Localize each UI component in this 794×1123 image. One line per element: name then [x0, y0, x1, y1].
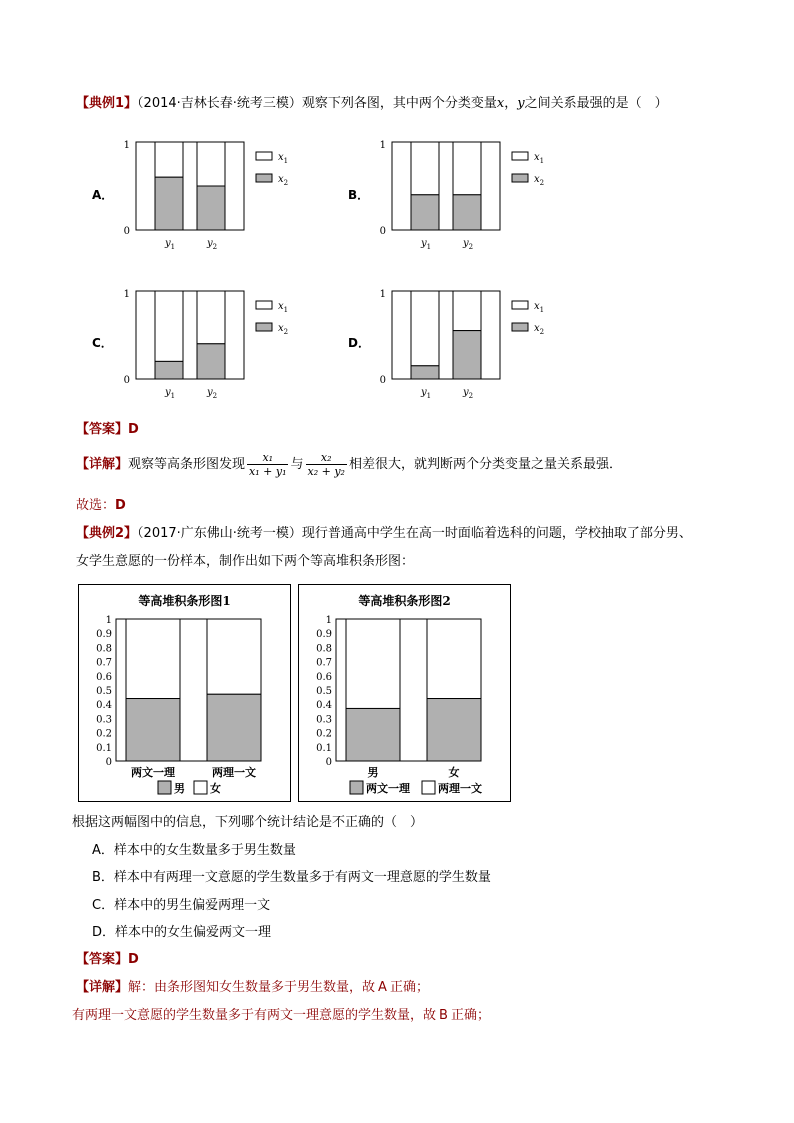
y-tick-label: 0.5: [316, 686, 332, 697]
bar-segment-两文一理: [346, 708, 400, 761]
legend-swatch-女: [194, 781, 207, 794]
y-tick-label: 1: [105, 615, 112, 626]
stacked-chart-2: [298, 584, 511, 802]
x-tick-label: $y_2$: [463, 387, 474, 399]
legend-label: 两文一理: [366, 782, 410, 795]
legend-label: $x_1$: [278, 152, 289, 165]
x-tick-label: $y_1$: [421, 387, 432, 399]
chart-option-c: [118, 279, 298, 399]
example1-tag: 【典例1】: [76, 96, 138, 111]
choice-c: C．样本中的男生偏爱两理一文: [92, 898, 271, 913]
legend-label: $x_2$: [534, 323, 545, 336]
y-tick-label: 0.8: [316, 643, 332, 655]
fraction-1: $\frac{\text{x₁}}{\text{x₁ + y₁}}$: [249, 451, 287, 478]
example1-detail: 【详解】观察等高条形图发现 $\frac{\text{x₁}}{\text{x₁ + y₁}}$ 与 $\frac{\text{x₂}}{\text{x₂ + y₂}}$ 相差很大，就判断两个分类变量之量关系最强．: [76, 451, 622, 478]
chart-title: 等高堆积条形图2: [358, 594, 451, 608]
bar-segment-男: [126, 699, 180, 761]
y-tick-label: 0.2: [96, 728, 112, 740]
y-tick-label: 0.3: [316, 714, 332, 726]
x-tick-label: 女: [448, 766, 460, 779]
y-tick-label: 0.4: [316, 700, 332, 712]
example2-detail-line1: 【详解】解：由条形图知女生数量多于男生数量，故 A 正确；: [76, 980, 429, 995]
y-tick-label: 1: [325, 615, 332, 626]
option-b-label: B．: [348, 188, 370, 202]
bar-lower-x2: [411, 195, 439, 230]
bar-lower-x2: [453, 331, 481, 379]
legend-swatch-男: [158, 781, 171, 794]
chart-option-a: [118, 130, 298, 250]
x-tick-label: $y_1$: [165, 387, 176, 399]
x-tick-label: $y_1$: [165, 238, 176, 250]
y-tick-label: 1: [379, 289, 386, 300]
bar-upper-x1: [197, 291, 225, 344]
example2-answer: 【答案】D: [76, 952, 139, 967]
legend-swatch-x1: [256, 152, 272, 160]
bar-upper-x1: [155, 142, 183, 177]
y-tick-label: 0.2: [316, 728, 332, 740]
bar-lower-x2: [197, 186, 225, 230]
legend-label: $x_2$: [534, 174, 545, 187]
y-tick-label: 1: [379, 140, 386, 151]
legend-label: $x_1$: [278, 301, 289, 314]
legend-label: $x_1$: [534, 152, 545, 165]
legend-swatch-x1: [512, 301, 528, 309]
y-tick-label: 0.3: [96, 714, 112, 726]
legend-label: 女: [210, 782, 221, 795]
chart-option-b: [374, 130, 554, 250]
bar-segment-两理一文: [346, 619, 400, 708]
y-tick-label: 0.7: [96, 657, 112, 669]
y-tick-label: 0.7: [316, 657, 332, 669]
chart-title: 等高堆积条形图1: [138, 594, 231, 608]
bar-lower-x2: [197, 344, 225, 379]
y-tick-label: 0: [123, 226, 130, 237]
y-tick-label: 0: [123, 375, 130, 386]
y-tick-label: 0: [325, 757, 332, 768]
legend-label: $x_2$: [278, 174, 289, 187]
y-tick-label: 0.9: [316, 629, 332, 641]
x-tick-label: $y_2$: [463, 238, 474, 250]
chart-frame: [392, 142, 500, 230]
choice-d: D．样本中的女生偏爱两文一理: [92, 925, 272, 940]
example2-tag: 【典例2】: [76, 526, 138, 541]
legend-swatch-x2: [512, 174, 528, 182]
bar-lower-x2: [453, 195, 481, 230]
x-tick-label: $y_2$: [207, 387, 218, 399]
x-tick-label: $y_2$: [207, 238, 218, 250]
y-tick-label: 0: [105, 757, 112, 768]
legend-swatch-两理一文: [422, 781, 435, 794]
bar-segment-两文一理: [427, 699, 481, 761]
bar-upper-x1: [453, 142, 481, 195]
chart-frame: [136, 291, 244, 379]
legend-swatch-x2: [512, 323, 528, 331]
legend-swatch-两文一理: [350, 781, 363, 794]
chart-frame: [136, 142, 244, 230]
y-tick-label: 0.1: [96, 742, 112, 754]
x-tick-label: 男: [367, 766, 379, 779]
bar-lower-x2: [155, 177, 183, 230]
example2-question: 根据这两幅图中的信息，下列哪个统计结论是不正确的（ ）: [72, 815, 424, 830]
bar-upper-x1: [155, 291, 183, 361]
y-tick-label: 0.6: [96, 671, 112, 683]
x-tick-label: 两理一文: [212, 766, 256, 779]
legend-swatch-x1: [512, 152, 528, 160]
option-d-label: D．: [348, 336, 370, 350]
x-tick-label: 两文一理: [131, 766, 175, 779]
bar-upper-x1: [453, 291, 481, 331]
bar-upper-x1: [197, 142, 225, 186]
bar-segment-男: [207, 694, 261, 761]
y-tick-label: 1: [123, 140, 130, 151]
x-tick-label: $y_1$: [421, 238, 432, 250]
bar-upper-x1: [411, 142, 439, 195]
example2-stem-line2: 女学生意愿的一份样本，制作出如下两个等高堆积条形图：: [76, 554, 415, 569]
y-tick-label: 0: [379, 375, 386, 386]
bar-upper-x1: [411, 291, 439, 366]
bar-lower-x2: [411, 366, 439, 379]
y-tick-label: 0.6: [316, 671, 332, 683]
y-tick-label: 0.8: [96, 643, 112, 655]
example1-answer: 【答案】D: [76, 422, 139, 437]
bar-segment-女: [126, 619, 180, 699]
stacked-chart-1: [78, 584, 291, 802]
y-tick-label: 0.4: [96, 700, 112, 712]
option-c-label: C．: [92, 336, 113, 350]
legend-label: 男: [174, 782, 185, 795]
bar-segment-女: [207, 619, 261, 694]
legend-label: $x_1$: [534, 301, 545, 314]
fraction-2: $\frac{\text{x₂}}{\text{x₂ + y₂}}$: [307, 451, 345, 478]
y-tick-label: 0.1: [316, 742, 332, 754]
bar-segment-两理一文: [427, 619, 481, 699]
example2-stem-line1: 【典例2】（2017·广东佛山·统考一模）现行普通高中学生在高一时面临着选科的问题，学校抽取了部分男、: [76, 526, 692, 541]
y-tick-label: 1: [123, 289, 130, 300]
chart-frame: [392, 291, 500, 379]
legend-label: $x_2$: [278, 323, 289, 336]
bar-lower-x2: [155, 361, 183, 379]
legend-swatch-x2: [256, 174, 272, 182]
example2-detail-line2: 有两理一文意愿的学生数量多于有两文一理意愿的学生数量，故 B 正确；: [72, 1008, 490, 1023]
example1-choose: 故选：D: [76, 498, 126, 513]
legend-label: 两理一文: [438, 782, 482, 795]
chart-option-d: [374, 279, 554, 399]
legend-swatch-x1: [256, 301, 272, 309]
option-a-label: A．: [92, 188, 114, 202]
choice-a: A．样本中的女生数量多于男生数量: [92, 843, 296, 858]
choice-b: B．样本中有两理一文意愿的学生数量多于有两文一理意愿的学生数量: [92, 870, 491, 885]
example1-stem: 【典例1】（2014·吉林长春·统考三模）观察下列各图，其中两个分类变量x，y之间关系最强的是（ ）: [76, 96, 668, 111]
legend-swatch-x2: [256, 323, 272, 331]
y-tick-label: 0.5: [96, 686, 112, 697]
y-tick-label: 0: [379, 226, 386, 237]
y-tick-label: 0.9: [96, 629, 112, 641]
